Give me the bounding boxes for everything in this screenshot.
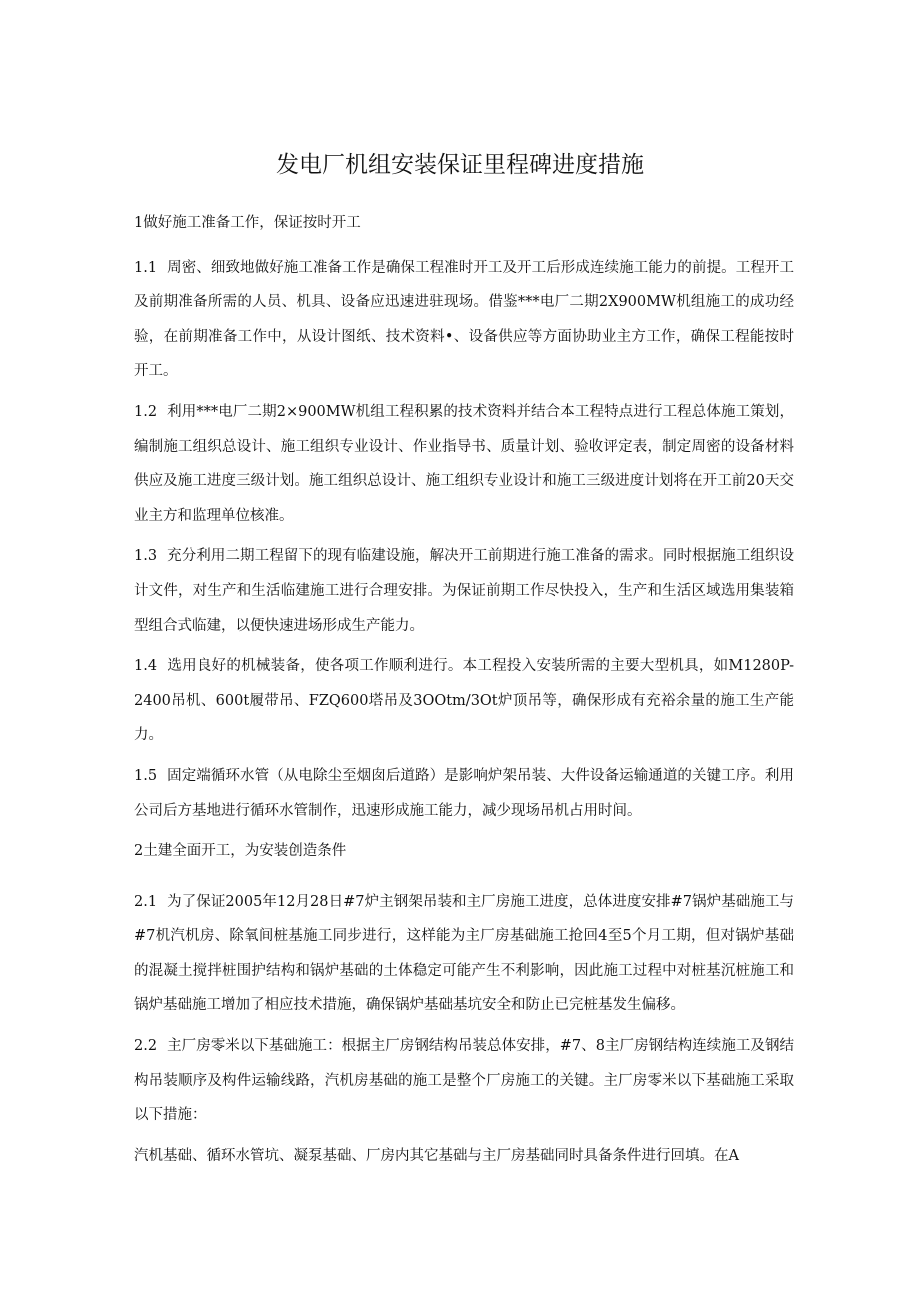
paragraph-text: 为了保证2005年12月28日#7炉主钢架吊装和主厂房施工进度，总体进度安排#7锅炉基础施工与#7机汽机房、除氧间桩基施工同步进行，这样能为主厂房基础施工抢回4至5个月工期，但对锅炉基础的混凝土搅拌桩围护结构和锅炉基础的土体稳定可能产生不利影响，因此施工过程中对桩基沉桩施工和锅炉基础施工增加了相应技术措施，确保锅炉基础基坑安全和防止已完桩基发生偏移。 [134,893,794,1014]
paragraph-number: 1.4 [134,658,158,675]
paragraph-1-1 [134,251,794,389]
paragraph-text: 利用***电厂二期2×900MW机组工程积累的技术资料并结合本工程特点进行工程总体施工策划，编制施工组织总设计、施工组织专业设计、作业指导书、质量计划、验收评定表，制定周密的设备材料供应及施工进度三级计划。施工组织总设计、施工组织专业设计和施工三级进度计划将在开工前20天交业主方和监理单位核准。 [134,403,794,524]
paragraph-number: 2.2 [134,1038,158,1055]
paragraph-text: 选用良好的机械装备，使各项工作顺利进行。本工程投入安装所需的主要大型机具，如M1280P-2400吊机、600t履带吊、FZQ600塔吊及3OOtm/3Ot炉顶吊等，确保形成有充裕余量的施工生产能力。 [134,658,794,744]
paragraph-number: 1.3 [134,548,158,565]
paragraph-1-3 [134,539,794,643]
paragraph-2-1 [134,885,794,1023]
paragraph-number: 1.1 [134,259,158,276]
paragraph-text: 充分利用二期工程留下的现有临建设施，解决开工前期进行施工准备的需求。同时根据施工组织设计文件，对生产和生活临建施工进行合理安排。为保证前期工作尽快投入，生产和生活区域选用集装箱型组合式临建，以便快速进场形成生产能力。 [134,548,794,634]
paragraph-1-5 [134,759,794,828]
paragraph-1-4 [134,649,794,753]
paragraph-number: 1.2 [134,403,158,420]
paragraph-text: 主厂房零米以下基础施工：根据主厂房钢结构吊装总体安排，#7、8主厂房钢结构连续施工及钢结构吊装顺序及构件运输线路，汽机房基础的施工是整个厂房施工的关键。主厂房零米以下基础施工采取以下措施： [134,1038,794,1124]
section-1 [134,206,794,828]
paragraph-number: 1.5 [134,767,158,784]
paragraph-2-2-continued [134,1139,794,1174]
section-heading: 2土建全面开工，为安装创造条件 [134,843,347,860]
section-heading: 1做好施工准备工作，保证按时开工 [134,215,361,231]
document-title: 发电厂机组安装保证里程碑进度措施 [276,152,644,178]
paragraph-text: 固定端循环水管（从电除尘至烟囱后道路）是影响炉架吊装、大件设备运输通道的关键工序。利用公司后方基地进行循环水管制作，迅速形成施工能力，减少现场吊机占用时间。 [134,767,794,819]
section-2 [134,834,794,1173]
paragraph-text: 汽机基础、循环水管坑、凝泵基础、厂房内其它基础与主厂房基础同时具备条件进行回填。在A [134,1147,739,1164]
paragraph-number: 2.1 [134,893,158,910]
document-body [134,206,794,1179]
paragraph-text: 周密、细致地做好施工准备工作是确保工程准时开工及开工后形成连续施工能力的前提。工程开工及前期准备所需的人员、机具、设备应迅速进驻现场。借鉴***电厂二期2X900MW机组施工的成功经验，在前期准备工作中，从设计图纸、技术资料•、设备供应等方面协助业主方工作，确保工程能按时开工。 [134,259,794,380]
paragraph-2-2 [134,1029,794,1133]
paragraph-1-2 [134,395,794,533]
